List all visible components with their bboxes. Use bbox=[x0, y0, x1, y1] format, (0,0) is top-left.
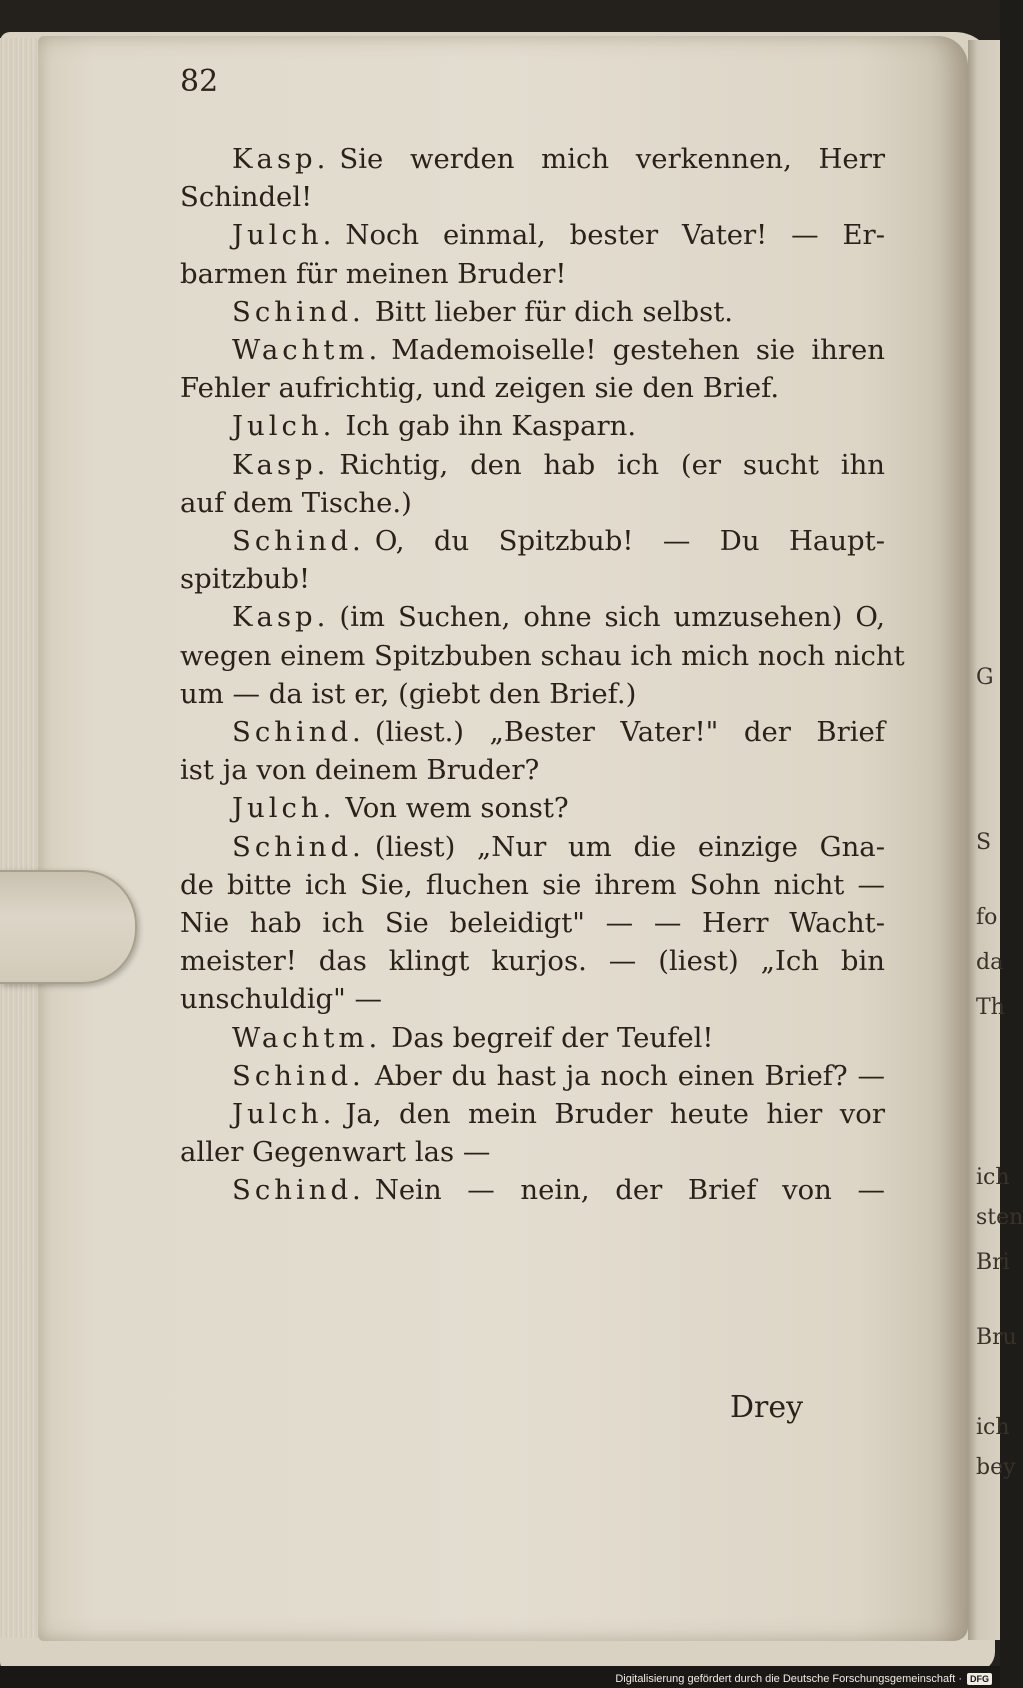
speaker-name: Wachtm. bbox=[232, 334, 382, 367]
speaker-name: Schind. bbox=[232, 716, 365, 749]
text-line bbox=[180, 751, 885, 789]
line-text: meister! das klingt kurjos. — (liest) „Ich bin bbox=[180, 945, 885, 978]
line-text: Noch einmal, bester Vater! — Er- bbox=[345, 219, 885, 252]
line-text: auf dem Tische.) bbox=[180, 486, 412, 519]
line-text: de bitte ich Sie, fluchen sie ihrem Sohn nicht — bbox=[180, 868, 885, 901]
line-text: Mademoiselle! gestehen sie ihren bbox=[391, 334, 885, 367]
footer-credit: Digitalisierung gefördert durch die Deutsche Forschungsgemeinschaft · bbox=[615, 1673, 962, 1685]
line-text: um — da ist er, (giebt den Brief.) bbox=[180, 677, 637, 710]
line-text: Das begreif der Teufel! bbox=[391, 1021, 714, 1054]
speaker-name: Kasp. bbox=[232, 601, 330, 634]
text-line bbox=[180, 598, 885, 636]
bookmark-strip bbox=[0, 870, 137, 984]
line-text: Aber du hast ja noch einen Brief? — bbox=[374, 1059, 885, 1092]
text-line bbox=[180, 828, 885, 866]
next-page-fragment: fo bbox=[976, 905, 998, 930]
speaker-name: Schind. bbox=[232, 525, 365, 558]
line-text: Nein — nein, der Brief von — bbox=[374, 1174, 885, 1207]
text-line bbox=[180, 484, 885, 522]
catchword: Drey bbox=[730, 1390, 804, 1425]
text-line bbox=[180, 980, 885, 1018]
text-line bbox=[180, 560, 885, 598]
line-text: Schindel! bbox=[180, 181, 313, 214]
next-page-fragment: Bri bbox=[976, 1250, 1010, 1275]
speaker-name: Kasp. bbox=[232, 143, 330, 175]
line-text: wegen einem Spitzbuben schau ich mich noch nicht bbox=[180, 639, 905, 672]
text-line bbox=[180, 1057, 885, 1095]
next-page-fragment: G bbox=[976, 665, 994, 690]
line-text: Sie werden mich verkennen, Herr bbox=[339, 143, 885, 175]
text-line bbox=[180, 446, 885, 484]
next-page-fragment: S bbox=[976, 830, 992, 855]
speaker-name: Julch. bbox=[232, 219, 336, 252]
line-text: Von wem sonst? bbox=[345, 792, 569, 825]
text-line bbox=[180, 216, 885, 254]
text-line bbox=[180, 1133, 885, 1171]
next-page-fragment: sten bbox=[976, 1205, 1023, 1230]
speaker-name: Schind. bbox=[232, 295, 365, 328]
next-page-fragment: Bru bbox=[976, 1325, 1017, 1350]
line-text: ist ja von deinem Bruder? bbox=[180, 754, 540, 787]
line-text: (liest) „Nur um die einzige Gna- bbox=[374, 830, 885, 863]
text-line bbox=[180, 140, 885, 178]
line-text: O, du Spitzbub! — Du Haupt- bbox=[374, 525, 885, 558]
text-line bbox=[180, 637, 905, 675]
page-edges bbox=[0, 38, 43, 1638]
next-page-fragment: Th bbox=[976, 995, 1005, 1020]
speaker-name: Schind. bbox=[232, 1174, 365, 1207]
text-line bbox=[180, 255, 885, 293]
text-line bbox=[180, 369, 885, 407]
next-page-fragment: da bbox=[976, 950, 1004, 975]
text-line bbox=[180, 522, 885, 560]
dfg-logo-icon: DFG bbox=[967, 1673, 992, 1685]
next-page-fragment: ich bbox=[976, 1165, 1010, 1190]
speaker-name: Julch. bbox=[232, 1098, 336, 1131]
line-text: aller Gegenwart las — bbox=[180, 1136, 491, 1169]
text-line bbox=[180, 178, 885, 216]
line-text: (im Suchen, ohne sich umzusehen) O, bbox=[339, 601, 885, 634]
line-text: Bitt lieber für dich selbst. bbox=[374, 295, 734, 328]
next-page-fragment: ich bbox=[976, 1415, 1010, 1440]
text-line bbox=[180, 1019, 885, 1057]
line-text: unschuldig" — bbox=[180, 983, 383, 1016]
speaker-name: Julch. bbox=[232, 410, 336, 443]
speaker-name: Kasp. bbox=[232, 448, 330, 481]
text-line bbox=[180, 1171, 885, 1209]
speaker-name: Schind. bbox=[232, 830, 365, 863]
text-line bbox=[180, 407, 885, 445]
line-text: Ja, den mein Bruder heute hier vor bbox=[345, 1098, 885, 1131]
line-text: Fehler aufrichtig, und zeigen sie den Brief. bbox=[180, 372, 780, 405]
page-number: 82 bbox=[180, 64, 219, 99]
line-text: Ich gab ihn Kasparn. bbox=[345, 410, 637, 443]
text-line bbox=[180, 866, 885, 904]
footer bbox=[615, 1673, 992, 1685]
speaker-name: Julch. bbox=[232, 792, 336, 825]
line-text: (liest.) „Bester Vater!" der Brief bbox=[374, 716, 885, 749]
line-text: Richtig, den hab ich (er sucht ihn bbox=[339, 448, 885, 481]
line-text: spitzbub! bbox=[180, 563, 311, 596]
text-line bbox=[180, 675, 885, 713]
page-text bbox=[180, 140, 905, 1210]
text-line bbox=[180, 904, 885, 942]
text-line bbox=[180, 1095, 885, 1133]
speaker-name: Wachtm. bbox=[232, 1021, 382, 1054]
text-line bbox=[180, 789, 885, 827]
text-line bbox=[180, 293, 885, 331]
speaker-name: Schind. bbox=[232, 1059, 365, 1092]
text-line bbox=[180, 942, 885, 980]
text-line bbox=[180, 331, 885, 369]
text-line bbox=[180, 713, 885, 751]
line-text: Nie hab ich Sie beleidigt" — — Herr Wacht- bbox=[180, 907, 885, 940]
line-text: barmen für meinen Bruder! bbox=[180, 257, 567, 290]
next-page-fragment: bey bbox=[976, 1455, 1016, 1480]
